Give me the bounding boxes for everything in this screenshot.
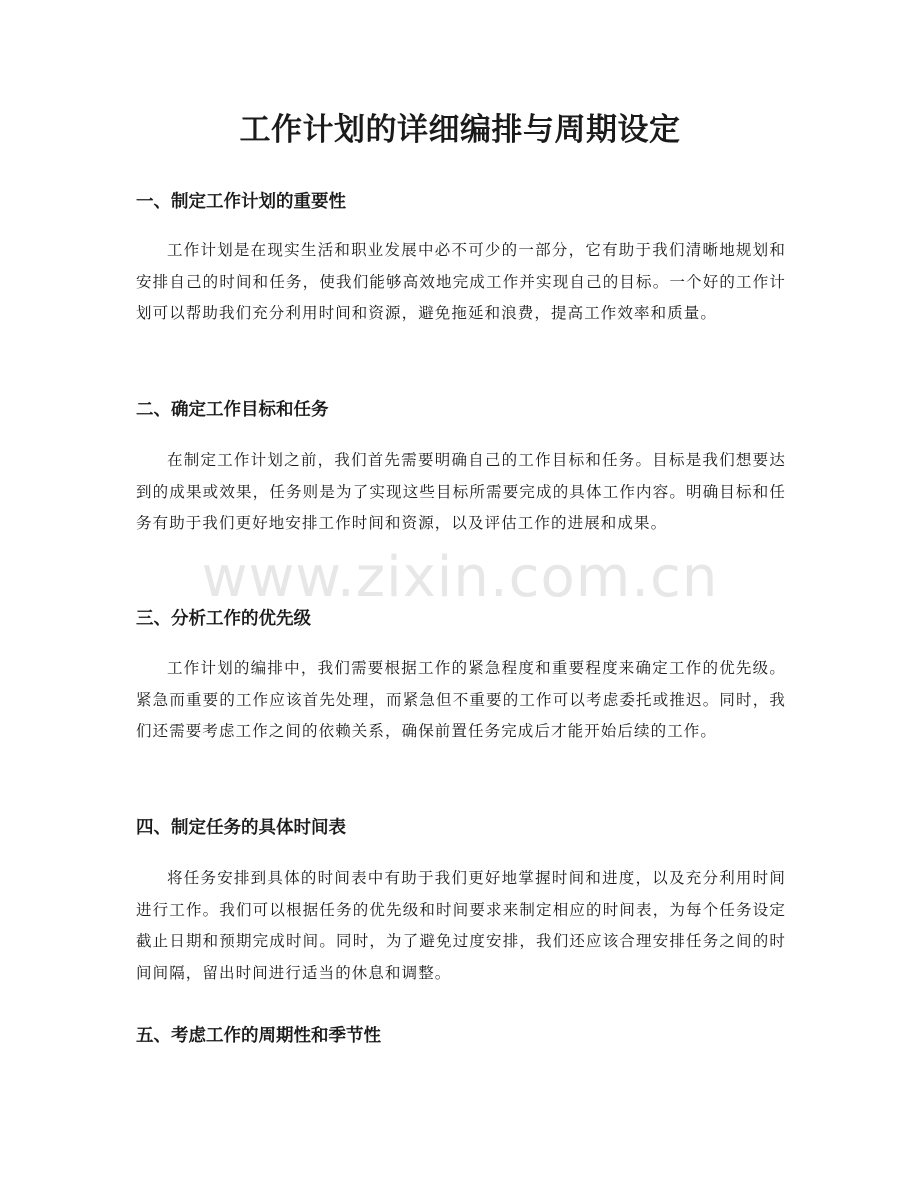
section-paragraph-2: 在制定工作计划之前，我们首先需要明确自己的工作目标和任务。目标是我们想要达到的成果或效果，任务则是为了实现这些目标所需要完成的具体工作内容。明确目标和任务有助于我们更好地安排工作时间和资源，以及评估工作的进展和成果。 <box>136 451 786 532</box>
section-heading-3: 三、分析工作的优先级 <box>136 609 311 629</box>
section-heading-4: 四、制定任务的具体时间表 <box>136 818 346 838</box>
section-paragraph-3: 工作计划的编排中，我们需要根据工作的紧急程度和重要程度来确定工作的优先级。紧急而重要的工作应该首先处理，而紧急但不重要的工作可以考虑委托或推迟。同时，我们还需要考虑工作之间的依赖关系，确保前置任务完成后才能开始后续的工作。 <box>136 659 786 740</box>
section-paragraph-1: 工作计划是在现实生活和职业发展中必不可少的一部分，它有助于我们清晰地规划和安排自己的时间和任务，使我们能够高效地完成工作并实现自己的目标。一个好的工作计划可以帮助我们充分利用时间和资源，避免拖延和浪费，提高工作效率和质量。 <box>136 241 786 322</box>
page-title: 工作计划的详细编排与周期设定 <box>239 112 681 148</box>
section-heading-5: 五、考虑工作的周期性和季节性 <box>136 1026 381 1046</box>
watermark: www.zixin.com.cn <box>201 545 719 610</box>
section-heading-2: 二、确定工作目标和任务 <box>136 400 329 420</box>
section-heading-1: 一、制定工作计划的重要性 <box>136 192 346 212</box>
section-paragraph-4: 将任务安排到具体的时间表中有助于我们更好地掌握时间和进度，以及充分利用时间进行工作。我们可以根据任务的优先级和时间要求来制定相应的时间表，为每个任务设定截止日期和预期完成时间。同时，为了避免过度安排，我们还应该合理安排任务之间的时间间隔，留出时间进行适当的休息和调整。 <box>136 869 786 982</box>
